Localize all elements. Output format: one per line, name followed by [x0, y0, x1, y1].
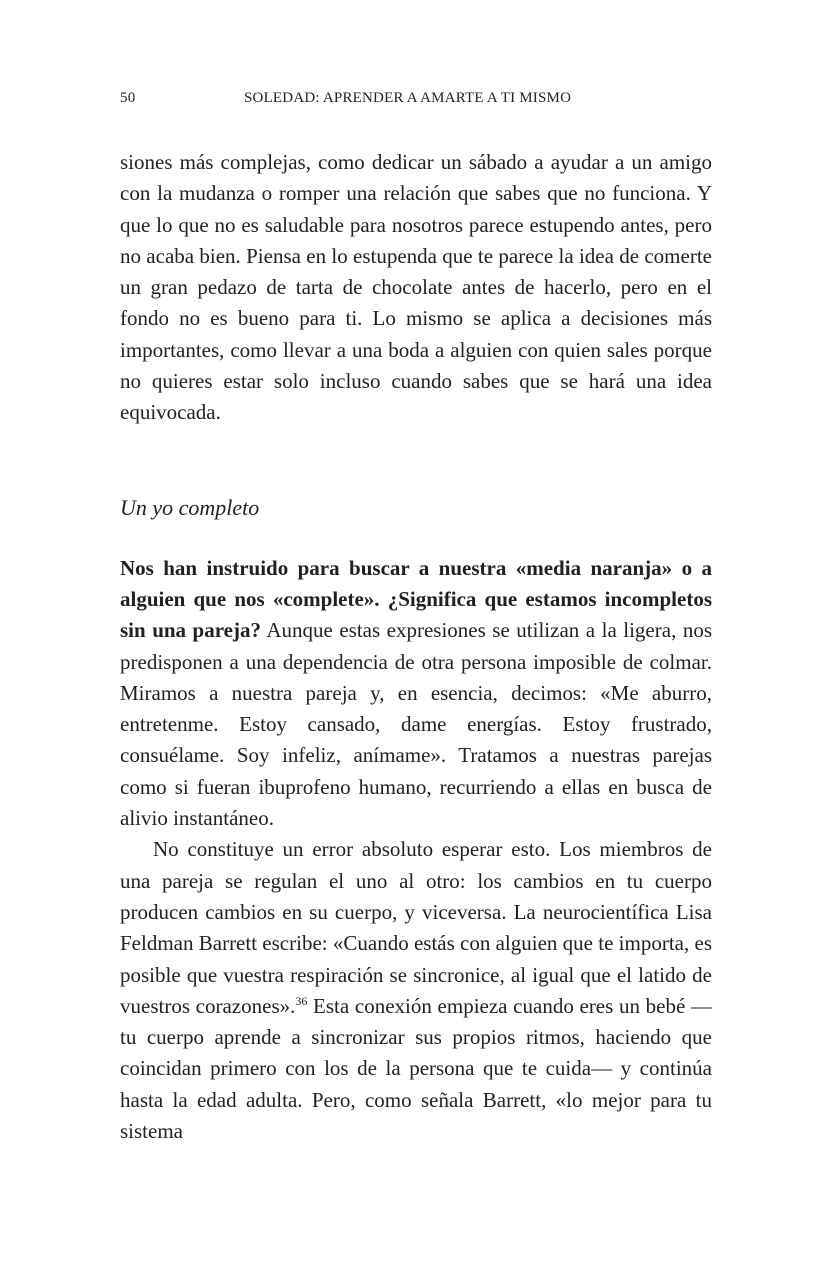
footnote-reference: 36	[295, 993, 308, 1008]
bold-lead-sentence: Nos han instruido para buscar a nuestra «media naranja» o a alguien que nos «complete». ¿Significa que estamos incompletos sin una pareja?	[120, 555, 712, 643]
paragraph-text-part-a: No constituye un error absoluto esperar esto. Los miembros de una pareja se regulan el uno al otro: los cambios en tu cuerpo producen cambios en su cuerpo, y viceversa. La neurocientífica Lisa Feldman Barrett escribe: «Cuando estás con alguien que te importa, es posible que vuestra respiración se sincronice, al igual que el latido de vuestros corazones».	[120, 837, 712, 1018]
running-header	[120, 86, 712, 110]
section-heading: Un yo completo	[120, 494, 260, 520]
paragraph-text: Aunque estas expresiones se utilizan a la ligera, nos predisponen a una dependencia de otra persona imposible de colmar. Miramos a nuestra pareja y, en esencia, decimos: «Me aburro, entretenme. Estoy cansado, dame energías. Estoy frustrado, consuélame. Soy infeliz, anímame». Tratamos a nuestras parejas como si fueran ibuprofeno humano, recurriendo a ellas en busca de alivio instantáneo.	[120, 618, 712, 831]
running-title: SOLEDAD: APRENDER A AMARTE A TI MISMO	[244, 90, 572, 106]
book-page	[120, 86, 712, 1147]
paragraph-continuation: siones más complejas, como dedicar un sábado a ayudar a un amigo con la mudanza o romper una relación que sabes que no funciona. Y que lo que no es saludable para nosotros parece estupendo antes, pero no acaba bien. Piensa en lo estupenda que te parece la idea de comerte un gran pedazo de tarta de chocolate antes de hacerlo, pero en el fondo no es bueno para ti. Lo mismo se aplica a decisiones más importantes, como llevar a una boda a alguien con quien sales porque no quieres estar solo incluso cuando sabes que se hará una idea equivocada.	[120, 150, 712, 425]
page-number: 50	[120, 90, 136, 106]
paragraph-text-part-b: Esta conexión empieza cuando eres un bebé —tu cuerpo aprende a sincronizar sus propios ritmos, haciendo que coincidan primero con los de la persona que te cuida— y continúa hasta la edad adulta. Pero, como señala Barrett, «lo mejor para tu sistema	[120, 993, 712, 1144]
paragraph-section-intro	[120, 553, 712, 835]
page-body	[120, 147, 712, 1147]
paragraph-indented	[120, 834, 712, 1147]
